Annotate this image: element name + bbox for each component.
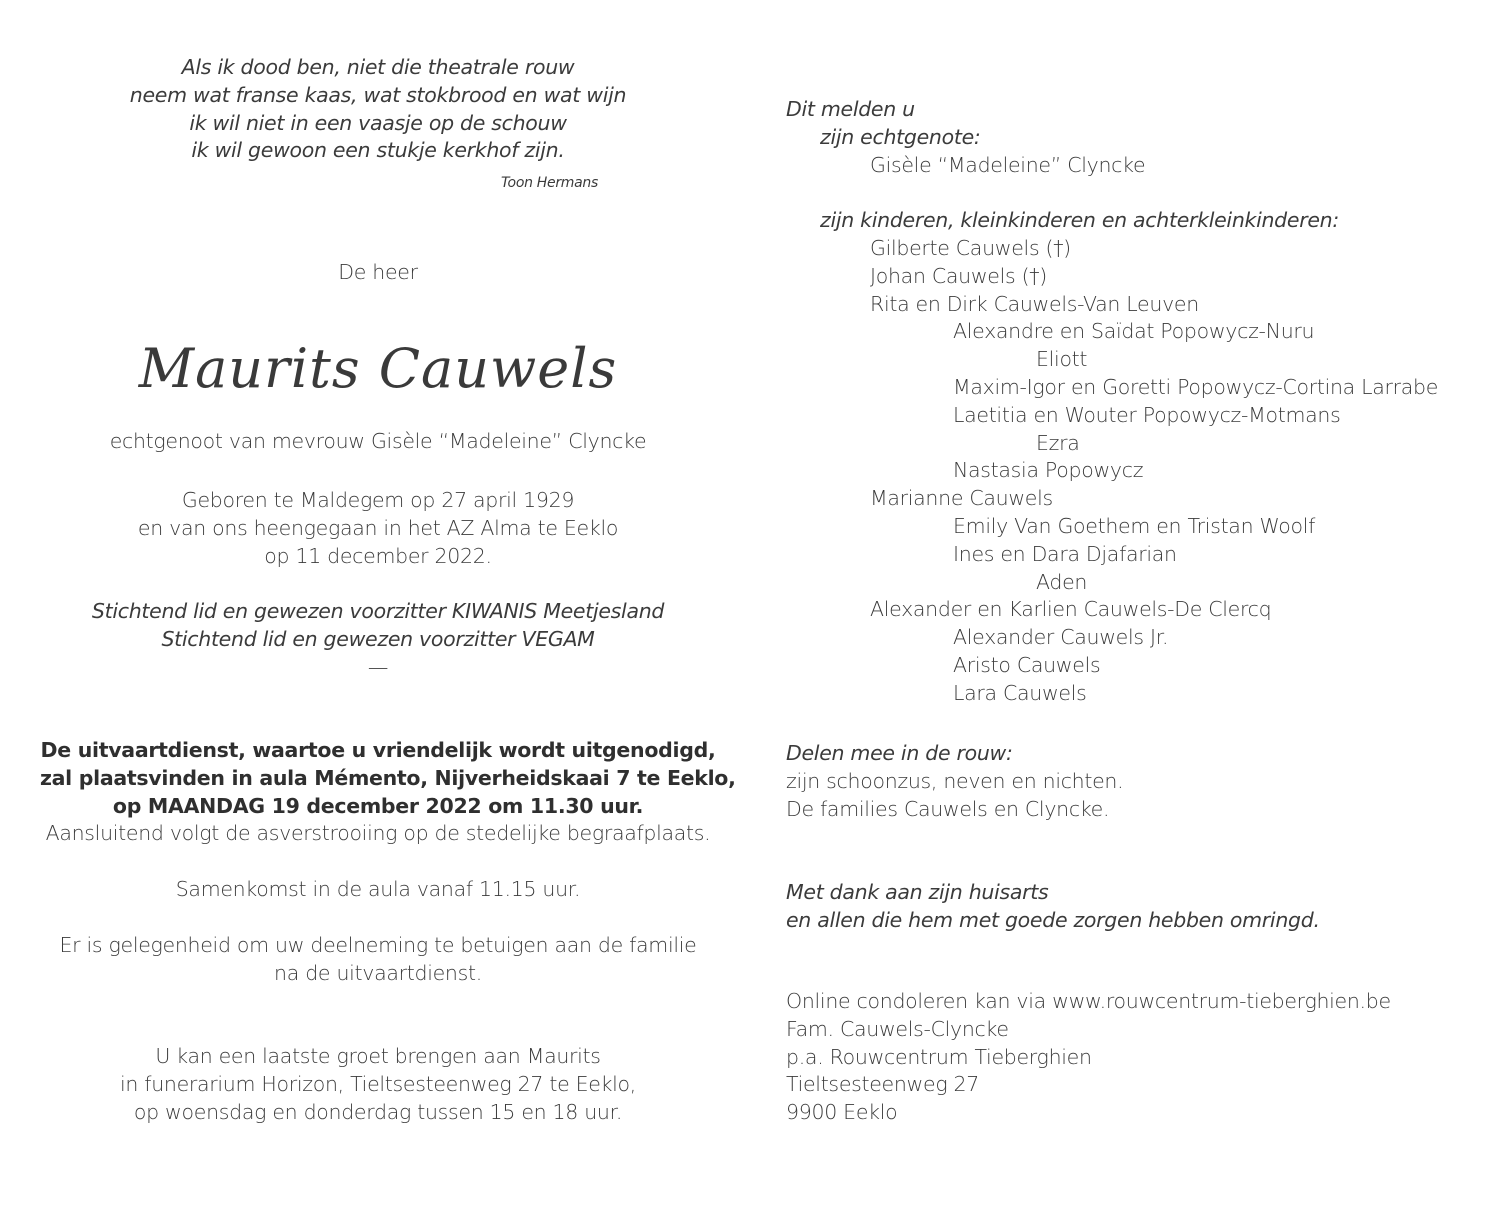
family-member: Emily Van Goethem en Tristan Woolf <box>953 513 1316 538</box>
contact-block: Online condoleren kan via www.rouwcentrum-tieberghien.be Fam. Cauwels-Clyncke p.a. Rouwcentrum Tieberghien Tieltsesteenweg 27 9900 Eeklo <box>786 988 1486 1127</box>
funeral-line: op MAANDAG 19 december 2022 om 11.30 uur. <box>112 793 644 818</box>
family-member: Lara Cauwels <box>953 680 1087 705</box>
family-member: Eliott <box>1036 347 1088 372</box>
divider: — <box>367 654 389 679</box>
family-list <box>786 235 1486 708</box>
funeral-announcement <box>40 737 736 848</box>
spouse-line: echtgenoot van mevrouw Gisèle “Madeleine” Clyncke <box>109 429 647 453</box>
family-member: Rita en Dirk Cauwels-Van Leuven <box>870 291 1199 316</box>
poem-block <box>40 54 716 165</box>
life-dates <box>40 487 716 570</box>
gathering: Samenkomst in de aula vanaf 11.15 uur. <box>175 877 581 901</box>
poem-line: ik wil niet in een vaasje op de schouw <box>189 110 567 135</box>
role-line: Stichtend lid en gewezen voorzitter KIWANIS Meetjesland <box>91 599 665 623</box>
children-label: zijn kinderen, kleinkinderen en achterkleinkinderen: <box>820 208 1339 233</box>
spacer <box>786 179 1486 207</box>
poem-line: neem wat franse kaas, wat stokbrood en wat wijn <box>129 82 627 107</box>
poem-author: Toon Hermans <box>501 175 598 191</box>
family-member: Maxim-Igor en Goretti Popowycz-Cortina Larrabe <box>953 374 1439 399</box>
role-line: Stichtend lid en gewezen voorzitter VEGAM <box>161 626 595 651</box>
visitation-info: U kan een laatste groet brengen aan Maurits in funerarium Horizon, Tieltsesteenweg 27 te Eeklo, op woensdag en donderdag tussen 15 en 18 uur. <box>119 1044 637 1124</box>
thanks-block: Met dank aan zijn huisarts en allen die hem met goede zorgen hebben omringd. <box>786 880 1320 932</box>
family-intro: Dit melden u <box>786 97 915 121</box>
family-member: Marianne Cauwels <box>870 486 1053 511</box>
family-member: Alexandre en Saïdat Popowycz-Nuru <box>953 319 1315 344</box>
roles <box>40 598 716 681</box>
family-member: Ezra <box>1036 430 1080 455</box>
family-member: Ines en Dara Djafarian <box>953 541 1177 566</box>
family-member: Aden <box>1036 569 1088 594</box>
death-date-line: op 11 december 2022. <box>264 543 492 568</box>
family-announcement <box>786 96 1486 708</box>
family-member: Nastasia Popowycz <box>953 458 1144 483</box>
family-member: Laetitia en Wouter Popowycz-Motmans <box>953 402 1341 427</box>
deceased-name: Maurits Cauwels <box>138 337 618 400</box>
spouse-label: zijn echtgenote: <box>820 124 981 149</box>
condolence-info: Er is gelegenheid om uw deelneming te betuigen aan de familie na de uitvaartdienst. <box>59 933 697 985</box>
online-condolence: Online condoleren kan via www.rouwcentrum-tieberghien.be <box>786 989 1391 1013</box>
death-line: en van ons heengegaan in het AZ Alma te Eeklo <box>137 515 619 540</box>
poem-line: Als ik dood ben, niet die theatrale rouw <box>181 55 575 79</box>
funeral-line: zal plaatsvinden in aula Mémento, Nijverheidskaai 7 te Eeklo, <box>40 765 736 790</box>
mourning-label: Delen mee in de rouw: <box>786 741 1013 765</box>
deceased-title: De heer <box>338 260 418 284</box>
poem-line: ik wil gewoon een stukje kerkhof zijn. <box>191 138 565 163</box>
family-member: Alexander Cauwels Jr. <box>953 625 1169 650</box>
family-member: Johan Cauwels (†) <box>870 263 1047 288</box>
family-member: Alexander en Karlien Cauwels-De Clercq <box>870 597 1272 622</box>
birth-line: Geboren te Maldegem op 27 april 1929 <box>181 488 575 512</box>
funeral-line: De uitvaartdienst, waartoe u vriendelijk wordt uitgenodigd, <box>40 738 716 762</box>
family-member: Aristo Cauwels <box>953 652 1101 677</box>
family-member: Gilberte Cauwels (†) <box>870 235 1071 260</box>
spouse-name: Gisèle “Madeleine” Clyncke <box>870 152 1146 177</box>
mourning-block: Delen mee in de rouw: zijn schoonzus, neven en nichten. De families Cauwels en Clyncke. <box>786 740 1486 823</box>
funeral-line: Aansluitend volgt de asverstrooiing op de stedelijke begraafplaats. <box>45 821 711 846</box>
